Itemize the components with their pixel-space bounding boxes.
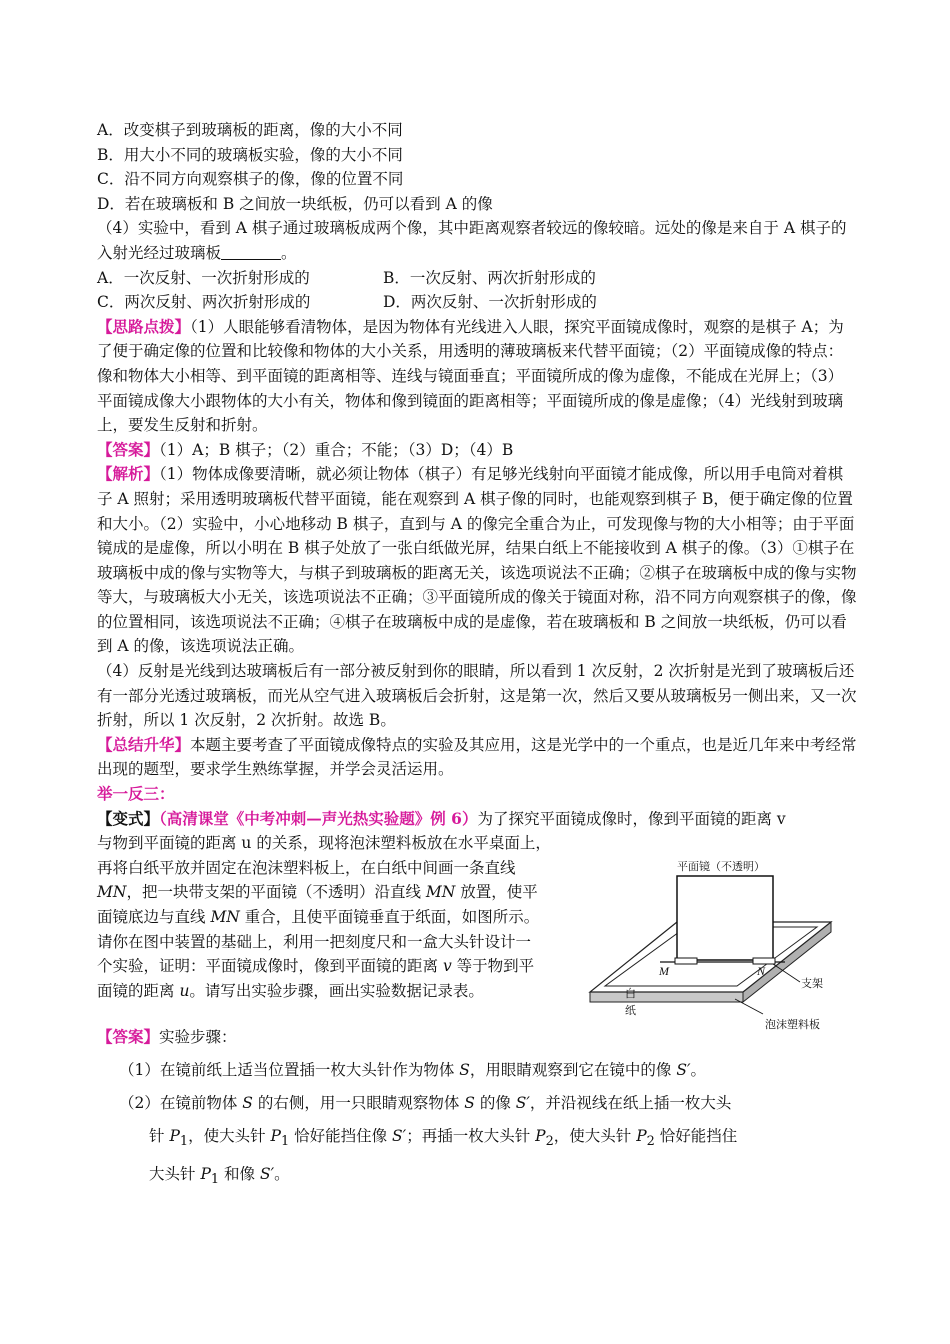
thinking-section	[97, 315, 857, 438]
variant-tag: 【变式】	[97, 808, 160, 828]
var-s: S	[459, 1060, 470, 1079]
paper-label-2: 纸	[625, 1004, 636, 1017]
var-s: S	[464, 1093, 475, 1112]
step-text: 大头针	[149, 1165, 201, 1184]
step-text: 。	[274, 1165, 290, 1184]
step-text: ，并沿视线在纸上插一枚大头	[529, 1093, 732, 1112]
subscript: 1	[210, 1172, 220, 1188]
analysis-tag: 【解析】	[97, 464, 160, 484]
answer2-tag: 【答案】	[97, 1027, 160, 1047]
variant-text-1: 为了探究平面镜成像时，像到平面镜的距离 v	[477, 809, 786, 828]
answer-blank	[221, 245, 281, 260]
option-d: D．若在玻璃板和 B 之间放一块纸板，仍可以看到 A 的像	[97, 194, 493, 213]
variant-line-2: 与物到平面镜的距离 u 的关系，现将泡沫塑料板放在水平桌面上，	[97, 834, 551, 853]
support-label: 支架	[801, 977, 823, 990]
variant-line-6: 请你在图中装置的基础上，利用一把刻度尺和一盒大头针设计一	[97, 932, 532, 951]
variant-source: （高清课堂《中考冲刺—声光热实验题》例 6）	[159, 808, 478, 828]
question-4	[97, 216, 857, 265]
step-2-line-3	[97, 1158, 857, 1196]
answer-text: （1）A；B 棋子；（2）重合；不能；（3）D；（4）B	[159, 440, 514, 459]
step-2-line-1	[97, 1087, 857, 1120]
var-p: P	[636, 1126, 647, 1145]
var-mn: MN	[97, 883, 127, 902]
step-text: 的右侧，用一只眼睛观察物体	[252, 1093, 465, 1112]
n-label: N	[757, 964, 766, 978]
var-text: ，把一块带支架的平面镜（不透明）沿直线	[126, 883, 426, 902]
q4-options-row-2	[97, 290, 857, 315]
paper-label-1: 白	[625, 987, 636, 1000]
thinking-text: （1）人眼能够看清物体，是因为物体有光线进入人眼，探究平面镜成像时，观察的是棋子 A；为了便于确定像的位置和比较像和物体的大小关系，用透明的薄玻璃板来代替平面镜；（2）平面镜成像的特点：像和物体大小相等、到平面镜的距离相等、连线与镜面垂直；平面镜所成的像为虚像，不能成在光屏上；（3）平面镜成像大小跟物体的大小有关，物体和像到镜面的距离相等；平面镜所成的像是虚像；（4）光线射到玻璃上，要发生反射和折射。	[97, 317, 844, 435]
analysis-part-4: （4）反射是光线到达玻璃板后有一部分被反射到你的眼睛，所以看到 1 次反射，2 次折射是光到了玻璃板后还有一部分光透过玻璃板，而光从空气进入玻璃板后会折射，这是第一次，然后又要从玻璃板另一侧出来，又一次折射，所以 1 次反射，2 次折射。故选 B。	[97, 662, 857, 730]
var-text: 重合，且使平面镜垂直于纸面，如图所示。	[239, 908, 540, 926]
step-text: ，用眼睛观察到它在镜中的像	[469, 1060, 677, 1079]
var-text: 等于物到平	[451, 957, 535, 976]
foam-label: 泡沫塑料板	[765, 1018, 820, 1031]
option-b: B．用大小不同的玻璃板实验，像的大小不同	[97, 145, 403, 164]
support-left	[675, 958, 697, 964]
var-mn: MN	[210, 908, 240, 926]
var-text: 面镜的距离	[97, 981, 180, 1000]
var-text: 个实验，证明：平面镜成像时，像到平面镜的距离	[97, 957, 443, 976]
subscript: 2	[646, 1134, 655, 1150]
step-text: 和像	[219, 1165, 260, 1184]
summary-text: 本题主要考查了平面镜成像特点的实验及其应用，这是光学中的一个重点，也是近几年来中考经常出现的题型，要求学生熟练掌握，并学会灵活运用。	[97, 735, 857, 779]
subscript: 1	[179, 1134, 189, 1150]
option-a: A．改变棋子到玻璃板的距离，像的大小不同	[97, 121, 403, 139]
var-text: 面镜底边与直线	[97, 908, 211, 926]
subscript: 1	[280, 1134, 290, 1150]
step-text: 恰好能挡住	[654, 1126, 738, 1145]
question-4-end: 。	[281, 243, 297, 262]
analysis-text: （1）物体成像要清晰，就必须让物体（棋子）有足够光线射向平面镜才能成像，所以用手电筒对着棋子 A 照射；采用透明玻璃板代替平面镜，能在观察到 A 棋子像的同时，也能观察到棋子 B，便于确定像的位置和大小。（2）实验中，小心地移动 B 棋子，直到与 A 的像完全重合为止，可发现像与物的大小相等；由于平面镜成的是虚像，所以小明在 B 棋子处放了一张白纸做光屏，结果白纸上不能接收到 A 棋子的像。（3）①棋子在玻璃板中成的像与实物等大，与棋子到玻璃板的距离无关，该选项说法不正确；②棋子在玻璃板中成的像与实物等大，与玻璃板大小无关，该选项说法不正确；③平面镜所成的像关于镜面对称，沿不同方向观察棋子的像，像的位置相同，该选项说法不正确；④棋子在玻璃板中成的是虚像，若在玻璃板和 B 之间放一块纸板，仍可以看到 A 的像，该选项说法正确。	[97, 465, 857, 656]
q4-options-row-1	[97, 266, 857, 291]
step-text: 。	[690, 1060, 707, 1079]
thinking-tag: 【思路点拨】	[97, 316, 191, 336]
var-s-prime: S′	[676, 1060, 691, 1079]
step-text: 针	[149, 1126, 170, 1145]
var-s-prime: S′	[515, 1093, 530, 1112]
var-text: 。请写出实验步骤，画出实验数据记录表。	[189, 981, 484, 1000]
plane-mirror	[677, 876, 773, 960]
section-title: 举一反三：	[97, 784, 175, 804]
variant-line-3: 再将白纸平放并固定在泡沫塑料板上，在白纸中间画一条直线	[97, 858, 516, 877]
step-2-line-2	[97, 1120, 857, 1158]
var-p: P	[535, 1126, 546, 1145]
m-label: M	[659, 964, 669, 978]
answer2-text: 实验步骤：	[159, 1028, 237, 1047]
analysis-section	[97, 462, 857, 659]
var-s: S	[242, 1093, 253, 1112]
step-text: （2）在镜前物体	[119, 1093, 243, 1112]
var-u: u	[179, 981, 190, 1000]
summary-section	[97, 733, 857, 782]
var-mn: MN	[425, 883, 456, 902]
step-text: ；再插一枚大头针	[406, 1126, 536, 1145]
subscript: 2	[545, 1134, 554, 1150]
step-text: ，使大头针	[188, 1126, 271, 1145]
foam-board-front	[590, 992, 743, 1002]
q4-option-b: B．一次反射、两次折射形成的	[383, 268, 596, 287]
var-p: P	[270, 1126, 281, 1145]
var-p: P	[200, 1165, 211, 1184]
summary-tag: 【总结升华】	[97, 734, 191, 754]
option-c: C．沿不同方向观察棋子的像，像的位置不同	[97, 170, 404, 189]
foam-leader	[735, 999, 763, 1014]
step-text: 恰好能挡住像	[289, 1126, 393, 1145]
q4-option-c: C．两次反射、两次折射形成的	[97, 293, 311, 312]
var-p: P	[169, 1126, 180, 1145]
var-s-prime: S′	[392, 1126, 407, 1145]
answer-section	[97, 438, 857, 463]
var-v: v	[442, 957, 452, 976]
mirror-apparatus-figure	[585, 852, 855, 1034]
answer-tag: 【答案】	[97, 439, 160, 459]
var-text: 放置，使平	[455, 883, 538, 902]
step-1	[97, 1054, 857, 1087]
q4-option-a: A．一次反射、一次折射形成的	[97, 268, 310, 287]
mirror-label: 平面镜（不透明）	[677, 860, 765, 873]
question-4-stem: （4）实验中，看到 A 棋子通过玻璃板成两个像，其中距离观察者较远的像较暗。远处的像是来自于 A 棋子的入射光经过玻璃板	[97, 219, 847, 262]
q4-option-d: D．两次反射、一次折射形成的	[383, 293, 597, 312]
step-text: ，使大头针	[553, 1126, 637, 1145]
step-text: （1）在镜前纸上适当位置插一枚大头针作为物体	[119, 1060, 460, 1079]
variant-line-1	[97, 807, 857, 832]
step-text: 的像	[474, 1093, 516, 1112]
document-page	[97, 118, 857, 1196]
var-s-prime: S′	[259, 1165, 275, 1184]
